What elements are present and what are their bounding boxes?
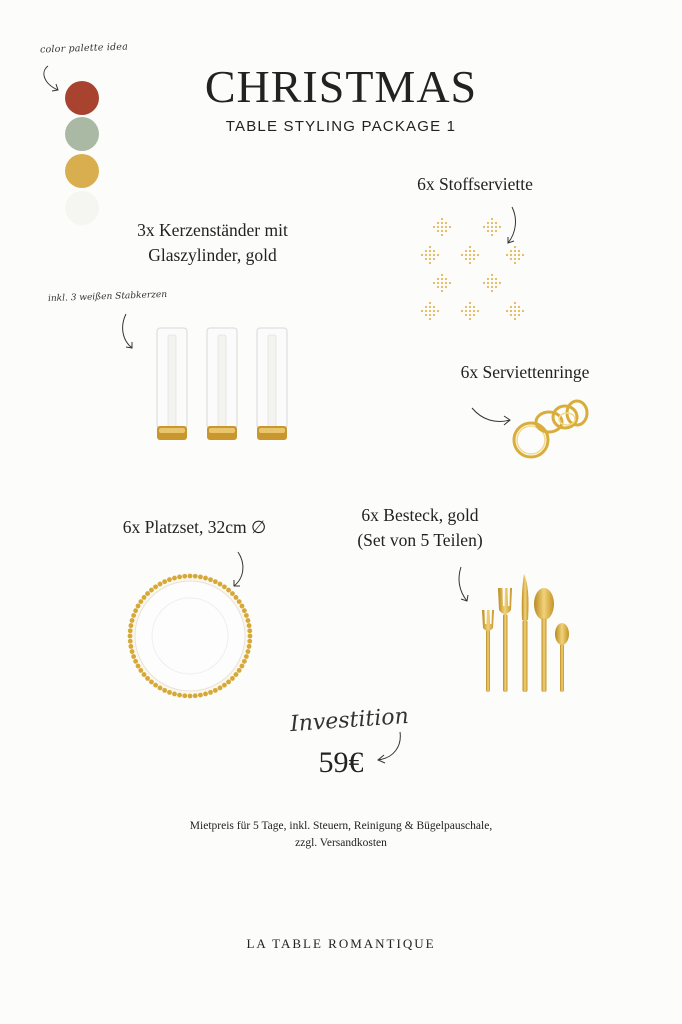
rental-terms-line2: zzgl. Versandkosten [295,837,387,849]
candle-holder-label-line1: 3x Kerzenständer mit [137,220,288,240]
candle-holder-label-line2: Glaszylinder, gold [148,245,277,265]
palette-swatch-white [65,191,99,225]
placemat-label: 6x Platzset, 32cm ∅ [122,517,267,537]
palette-swatch-gold [65,154,99,188]
candle-holders-image [150,325,295,445]
price: 59€ [318,746,364,779]
candle-note: inkl. 3 weißen Stabkerzen [47,289,168,305]
rental-terms [0,818,682,852]
investment-heading: Investition [289,703,410,738]
page-subtitle: TABLE STYLING PACKAGE 1 [225,118,457,135]
cutlery-label-line1: 6x Besteck, gold [361,505,479,525]
placemat-image [126,572,254,700]
curved-arrow-icon [455,565,475,605]
page-title: CHRISTMAS [204,61,478,112]
cutlery-image [478,572,574,696]
napkin-rings-label: 6x Serviettenringe [460,362,590,382]
curved-arrow-icon [118,312,140,352]
napkin-label: 6x Stoffserviette [417,174,533,194]
cutlery-label-line2: (Set von 5 Teilen) [357,530,483,550]
palette-label: color palette idea [39,41,129,56]
rental-terms-line1: Mietpreis für 5 Tage, inkl. Steuern, Reinigung & Bügelpauschale, [189,820,493,832]
cutlery-label [340,503,500,553]
curved-arrow-icon [500,205,525,247]
candle-holder-label [115,218,310,268]
brand-name: LA TABLE ROMANTIQUE [246,936,436,951]
napkin-rings-image [505,395,600,465]
